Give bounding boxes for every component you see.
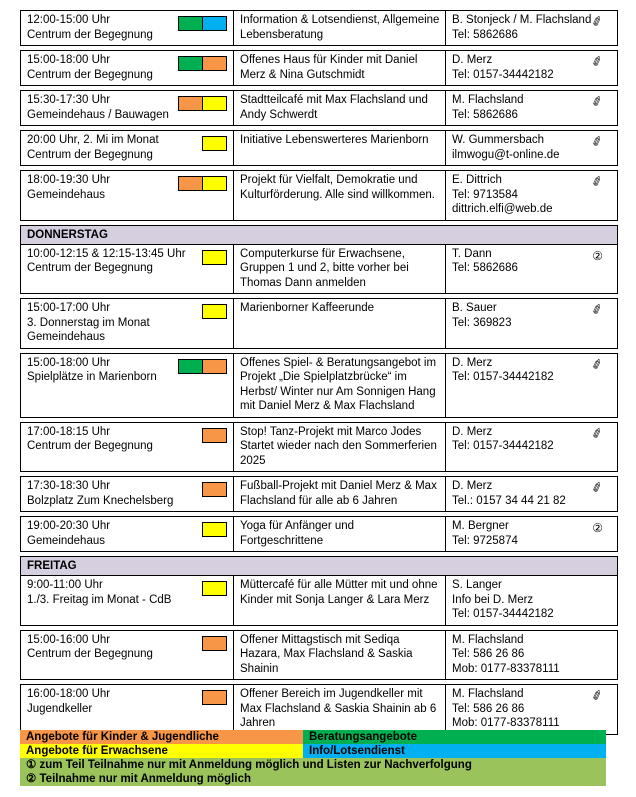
place-text: Centrum der Begegnung [27,148,153,161]
description-cell: Computerkurse für Erwachsene, Gruppen 1 und 2, bitte vorher bei Thomas Dann anmelden [234,244,446,294]
legend-adults: Angebote für Erwachsene [20,744,303,758]
description-cell: Stop! Tanz-Projekt mit Marco Jodes Startet wieder nach den Sommerferien 2025 [234,422,446,472]
pencil-icon: ✐ [589,478,605,497]
contact-cell [446,171,618,221]
swatch-orange [202,360,226,373]
time-cell [21,353,234,417]
place-text: Centrum der Begegnung [27,68,153,81]
place-text: Gemeindehaus [27,534,105,547]
description-cell: Offenes Haus für Kinder mit Daniel Merz & Nina Gutschmidt [234,51,446,86]
description-cell: Stadtteilcafé mit Max Flachsland und Andy Schwerdt [234,91,446,126]
category-swatches [202,581,227,596]
category-swatches [202,136,227,151]
category-swatches [202,482,227,497]
schedule-row [21,517,618,552]
pencil-icon: ✐ [589,132,605,151]
description-cell: Information & Lotsendienst, Allgemeine Lebensberatung [234,11,446,46]
time-text: 18:00-19:30 Uhr [27,174,111,186]
time-text: 15:00-18:00 Uhr [27,54,111,66]
contact-line: Mob: 0177-83378111 [452,662,560,675]
category-swatches [178,176,227,191]
contact-cell [446,685,618,735]
pencil-icon: ✐ [589,686,605,705]
place-text: Bolzplatz Zum Knechelsberg [27,494,174,507]
place-text: 3. Donnerstag im Monat Gemeindehaus [27,316,150,343]
contact-cell [446,422,618,472]
contact-cell [446,299,618,349]
swatch-green [179,17,202,30]
swatch-yellow [203,137,226,150]
schedule-row [21,576,618,626]
legend [20,730,606,786]
swatch-orange [202,57,226,70]
time-cell [21,422,234,472]
swatch-orange [203,637,226,650]
swatch-green [179,57,202,70]
time-cell [21,171,234,221]
schedule-row [21,171,618,221]
place-text: Gemeindehaus [27,188,105,201]
pencil-icon: ✐ [589,424,605,442]
time-cell [21,51,234,86]
place-text: Centrum der Begegnung [27,28,153,41]
contact-line: M. Bergner [452,520,509,532]
contact-line: Mob: 0177-83378111 [452,717,560,729]
legend-kids: Angebote für Kinder & Jugendliche [20,730,303,744]
contact-line: Tel: 586 26 86 [452,702,525,715]
swatch-green [179,360,202,373]
time-cell [21,244,234,294]
place-text: Spielplätze in Marienborn [27,371,157,383]
schedule-row [21,51,618,86]
time-text: 15:30-17:30 Uhr [27,94,111,106]
contact-line: S. Langer [452,579,502,591]
contact-line: M. Flachsland [452,633,524,646]
place-text: Gemeindehaus / Bauwagen [27,108,169,121]
time-text: 12:00-15:00 Uhr [27,14,111,26]
time-text: 17:30-18:30 Uhr [27,480,111,492]
time-cell [21,299,234,349]
category-swatches [202,250,227,265]
contact-line: Tel: 0157-34442182 [452,608,554,620]
schedule-row [21,244,618,294]
description-cell: Yoga für Anfänger und Fortgeschrittene [234,517,446,552]
contact-line: Tel: 9725874 [452,534,518,547]
time-cell [21,131,234,166]
contact-line: Tel: 0157-34442182 [452,440,554,452]
contact-line: T. Dann [452,247,492,260]
time-cell [21,576,234,626]
place-text: Centrum der Begegnung [27,262,153,274]
contact-line: Tel: 0157-34442182 [452,68,554,81]
category-swatches [178,16,227,31]
time-text: 10:00-12:15 & 12:15-13:45 Uhr [27,247,186,260]
time-cell [21,91,234,126]
pencil-icon: ✐ [589,172,605,191]
time-cell [21,517,234,552]
schedule-row [21,91,618,126]
swatch-orange [179,97,202,110]
swatch-orange [203,483,226,496]
category-swatches [178,359,227,374]
contact-line: Tel: 5862686 [452,108,518,121]
contact-line: D. Merz [452,425,493,438]
contact-line: B. Sauer [452,302,497,314]
description-cell: Müttercafé für alle Mütter mit und ohne Kinder mit Sonja Langer & Lara Merz [234,576,446,626]
place-text: Jugendkeller [27,702,93,715]
pencil-icon: ✐ [589,12,605,31]
legend-note-2: ② Teilnahme nur mit Anmeldung möglich [20,772,606,786]
contact-cell [446,576,618,626]
description-cell: Offenes Spiel- & Beratungsangebot im Projekt „Die Spielplatzbrücke“ im Herbst/ Winter nur Am Sonnigen Hang mit Daniel Merz & Max Flachsland [234,353,446,417]
legend-advice: Beratungsangebote [303,730,606,744]
category-swatches [178,96,227,111]
contact-line: ilmwogu@t-online.de [452,148,560,161]
time-text: 15:00-16:00 Uhr [27,633,111,646]
legend-info: Info/Lotsendienst [303,744,606,758]
category-swatches [202,428,227,443]
swatch-yellow [203,582,226,595]
contact-cell [446,353,618,417]
contact-line: B. Stonjeck / M. Flachsland [452,14,592,26]
day-label: DONNERSTAG [21,225,618,244]
swatch-yellow [202,97,226,110]
contact-line: E. Dittrich [452,174,502,186]
contact-line: dittrich.elfi@web.de [452,203,553,215]
contact-line: M. Flachsland [452,94,524,106]
description-cell: Offener Mittagstisch mit Sediqa Hazara, Max Flachsland & Saskia Shainin [234,630,446,680]
swatch-yellow [203,251,226,264]
time-text: 16:00-18:00 Uhr [27,688,111,700]
registration-mark: ② [592,248,603,263]
category-swatches [202,636,227,651]
description-cell: Initiative Lebenswerteres Marienborn [234,131,446,166]
contact-cell [446,517,618,552]
contact-cell [446,244,618,294]
day-header [21,557,618,576]
category-swatches [178,56,227,71]
category-swatches [202,690,227,705]
schedule-row [21,11,618,46]
swatch-yellow [202,177,226,190]
swatch-orange [203,429,226,442]
contact-line: Tel: 369823 [452,316,512,329]
contact-line: Tel: 9713584 [452,188,518,201]
schedule-row [21,685,618,735]
place-text: Centrum der Begegnung [27,440,153,452]
swatch-orange [179,177,202,190]
day-header [21,225,618,244]
category-swatches [202,304,227,319]
category-swatches [202,522,227,537]
schedule-row [21,477,618,512]
swatch-yellow [203,305,226,318]
time-cell [21,477,234,512]
time-text: 17:00-18:15 Uhr [27,425,111,438]
contact-line: Tel.: 0157 34 44 21 82 [452,494,566,507]
contact-line: Tel: 5862686 [452,28,518,41]
swatch-orange [203,691,226,704]
time-cell [21,630,234,680]
pencil-icon: ✐ [589,52,605,71]
place-text: Centrum der Begegnung [27,648,153,660]
contact-cell [446,11,618,46]
time-text: 15:00-17:00 Uhr [27,302,111,314]
time-text: 20:00 Uhr, 2. Mi im Monat [27,134,159,146]
schedule-row [21,299,618,349]
place-text: 1./3. Freitag im Monat - CdB [27,593,172,606]
description-cell: Fußball-Projekt mit Daniel Merz & Max Flachsland für alle ab 6 Jahren [234,477,446,512]
description-cell: Projekt für Vielfalt, Demokratie und Kulturförderung. Alle sind willkommen. [234,171,446,221]
description-cell: Offener Bereich im Jugendkeller mit Max Flachsland & Saskia Shainin ab 6 Jahren [234,685,446,735]
pencil-icon: ✐ [589,355,605,373]
swatch-blue [202,17,226,30]
contact-line: D. Merz [452,356,493,369]
schedule-row [21,131,618,166]
swatch-yellow [203,523,226,536]
contact-line: M. Flachsland [452,688,524,700]
contact-cell [446,91,618,126]
schedule-row [21,630,618,680]
time-cell [21,685,234,735]
contact-line: W. Gummersbach [452,134,545,146]
time-cell [21,11,234,46]
registration-mark: ② [592,521,603,535]
contact-line: Info bei D. Merz [452,593,534,606]
contact-cell [446,131,618,166]
time-text: 9:00-11:00 Uhr [27,579,103,591]
pencil-icon: ✐ [589,92,605,111]
contact-line: D. Merz [452,480,493,492]
time-text: 15:00-18:00 Uhr [27,356,111,369]
contact-cell [446,51,618,86]
description-cell: Marienborner Kaffeerunde [234,299,446,349]
contact-line: D. Merz [452,54,493,66]
schedule-row [21,353,618,417]
schedule-table [20,10,618,735]
contact-cell [446,630,618,680]
legend-note-1: ① zum Teil Teilnahme nur mit Anmeldung möglich und Listen zur Nachverfolgung [20,758,606,772]
schedule-row [21,422,618,472]
pencil-icon: ✐ [589,300,605,319]
time-text: 19:00-20:30 Uhr [27,520,111,532]
contact-line: Tel: 5862686 [452,262,518,274]
contact-line: Tel: 0157-34442182 [452,371,554,383]
contact-cell [446,477,618,512]
day-label: FREITAG [21,557,618,576]
contact-line: Tel: 586 26 86 [452,648,525,660]
